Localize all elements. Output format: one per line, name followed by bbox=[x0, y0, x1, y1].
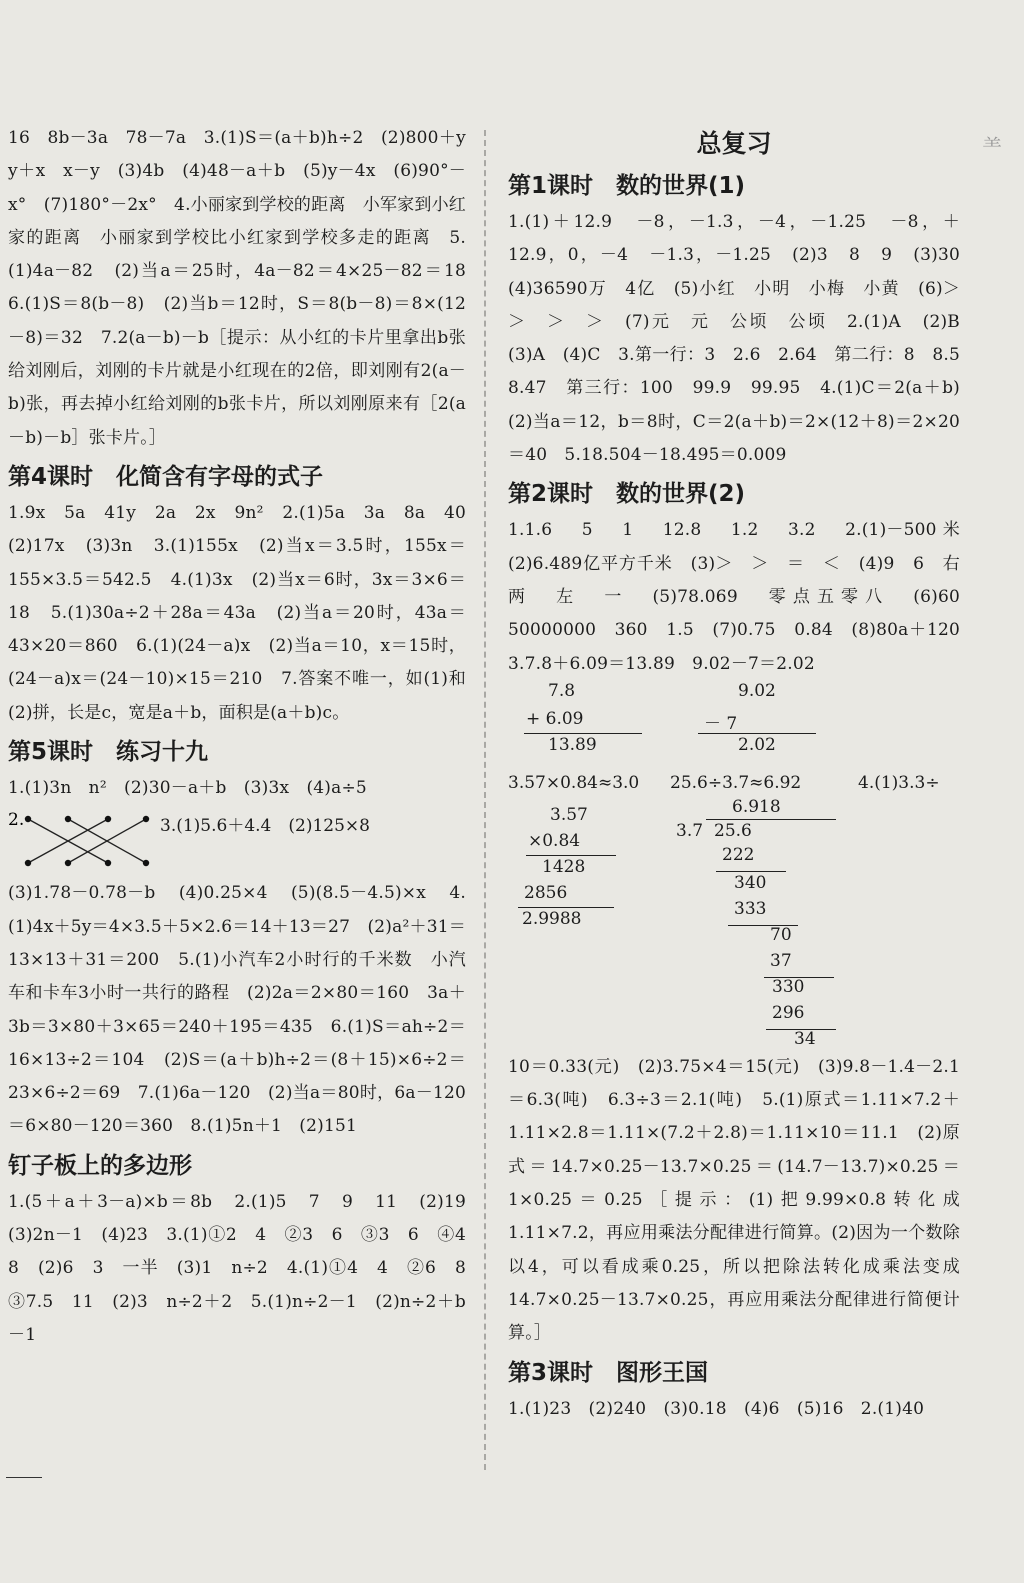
match-dot bbox=[65, 816, 71, 822]
div-dividend: 25.6 bbox=[714, 820, 752, 841]
div-quotient: 6.918 bbox=[732, 796, 781, 817]
answer-paragraph: 1.(1)23 (2)240 (3)0.18 (4)6 (5)16 2.(1)40 bbox=[508, 1398, 925, 1419]
div-step: 296 bbox=[772, 1002, 805, 1023]
match-dot bbox=[25, 816, 31, 822]
div-step: 34 bbox=[794, 1028, 816, 1049]
matching-diagram bbox=[8, 805, 158, 877]
match-dot bbox=[65, 860, 71, 866]
sub-top: 9.02 bbox=[738, 680, 776, 701]
add-result: 13.89 bbox=[548, 734, 597, 755]
mul-rule-2 bbox=[518, 907, 614, 908]
section-heading: 钉子板上的多边形 bbox=[8, 1152, 192, 1179]
next-question: 4.(1)3.3÷ bbox=[858, 772, 940, 793]
section-heading: 第2课时 数的世界(2) bbox=[508, 481, 746, 508]
vertical-calculations bbox=[508, 681, 960, 1051]
answer-paragraph: 16 8b－3a 78－7a 3.(1)S＝(a＋b)h÷2 (2)800＋y y＋x x－y (3)4b (4)48－a＋b (5)y－4x (6)90°－x° (7)180°－2x° 4.小丽家到学校的距离 小军家到小红家的距离 小丽家到学校比小红家到学校多走的距离 5.(1)4a－82 (2)当a＝25时，4a－82＝4×25－82＝18 6.(1)S＝8(b－8) (2)当b＝12时，S＝8(b－8)＝8×(12－8)＝32 7.2(a－b)－b［提示：从小红的卡片里拿出b张给刘刚后，刘刚的卡片就是小红现在的2倍，即刘刚有2(a－b)张，再去掉小红给刘刚的b张卡片，所以刘刚原来有［2(a－b)－b］张卡片。］ bbox=[8, 128, 484, 448]
mul-second: ×0.84 bbox=[528, 830, 581, 851]
sub-second: － 7 bbox=[704, 713, 738, 734]
div-bar bbox=[706, 819, 836, 820]
mul-partial-1: 1428 bbox=[542, 856, 586, 877]
mul-equation: 3.57×0.84≈3.0 bbox=[508, 772, 640, 793]
answer-paragraph: 1.9x 5a 41y 2a 2x 9n² 2.(1)5a 3a 8a 40 (2)17x (3)3n 3.(1)155x (2)当x＝3.5时，155x＝155×3.5＝542.5 4.(1)3x (2)当x＝6时，3x＝3×6＝18 5.(1)30a÷2＋28a＝43a (2)当a＝20时，43a＝43×20＝860 6.(1)(24－a)x (2)当a＝10，x＝15时，(24－a)x＝(24－10)×15＝210 7.答案不唯一，如(1)和(2)拼，长是c，宽是a＋b，面积是(a＋b)c。 bbox=[8, 502, 484, 723]
answer-paragraph: (3)1.78－0.78－b (4)0.25×4 (5)(8.5－4.5)×x 4.(1)4x＋5y＝4×3.5＋5×2.6＝14＋13＝27 (2)a²＋31＝13×13＋31＝200 5.(1)小汽车2小时行的千米数 小汽车和卡车3小时一共行的路程 (2)2a＝2×80＝160 3a＋3b＝3×80＋3×65＝240＋195＝435 6.(1)S＝ah÷2＝16×13÷2＝104 (2)S＝(a＋b)h÷2＝(8＋15)×6÷2＝23×6÷2＝69 7.(1)6a－120 (2)当a＝80时，6a－120＝6×80－120＝360 8.(1)5n＋1 (2)151 bbox=[8, 883, 466, 1137]
div-step: 330 bbox=[772, 976, 805, 997]
div-step: 222 bbox=[722, 844, 755, 865]
mul-result: 2.9988 bbox=[522, 908, 582, 929]
mul-rule-1 bbox=[526, 855, 616, 856]
div-step: 333 bbox=[734, 898, 767, 919]
section-heading: 第1课时 数的世界(1) bbox=[508, 173, 746, 199]
add-rule bbox=[524, 733, 642, 734]
section-heading: 第5课时 练习十九 bbox=[8, 739, 209, 766]
section-heading: 第3课时 图形王国 bbox=[508, 1359, 709, 1386]
match-dot bbox=[143, 860, 149, 866]
match-dot bbox=[25, 860, 31, 866]
answer-paragraph: 10＝0.33(元) (2)3.75×4＝15(元) (3)9.8－1.4－2.1＝6.3(吨) 6.3÷3＝2.1(吨) 5.(1)原式＝1.11×7.2＋1.11×2.8＝1.11×(7.2＋2.8)＝1.11×10＝11.1 (2)原式＝14.7×0.25－13.7×0.25＝(14.7－13.7)×0.25＝1×0.25＝0.25［提示：(1)把9.99×0.8转化成1.11×7.2，再应用乘法分配律进行简算。(2)因为一个数除以4，可以看成乘0.25，所以把除法转化成乘法变成14.7×0.25－13.7×0.25，再应用乘法分配律进行简便计算。］ bbox=[508, 1056, 960, 1344]
add-second: + 6.09 bbox=[526, 708, 584, 729]
corner-mark: ⺷ bbox=[982, 134, 1002, 158]
div-step: 340 bbox=[734, 872, 767, 893]
div-step: 70 bbox=[770, 924, 792, 945]
div-step-rule bbox=[716, 871, 786, 872]
match-dot bbox=[143, 816, 149, 822]
answer-paragraph: 1.1.6 5 1 12.8 1.2 3.2 2.(1)－500米 (2)6.489亿平方千米 (3)＞ ＞ ＝ ＜ (4)9 6 右 两 左 一 (5)78.069 零点五零八 (6)60 50000000 360 1.5 (7)0.75 0.84 (8)80a＋120 3.7.8＋6.09＝13.89 9.02－7＝2.02 bbox=[508, 520, 978, 674]
sub-rule bbox=[698, 733, 816, 734]
match-dot bbox=[105, 860, 111, 866]
sub-result: 2.02 bbox=[738, 734, 776, 755]
div-divisor: 3.7 bbox=[676, 820, 704, 841]
left-column bbox=[8, 122, 484, 1352]
page-title: 总复习 bbox=[696, 129, 772, 158]
add-top: 7.8 bbox=[548, 680, 576, 701]
div-step: 37 bbox=[770, 950, 792, 971]
section-heading: 第4课时 化简含有字母的式子 bbox=[8, 463, 324, 490]
right-column bbox=[508, 122, 978, 1426]
answer-paragraph: 1.(1)3n n² (2)30－a＋b (3)3x (4)a÷5 bbox=[8, 778, 367, 799]
answer-paragraph: 1.(5＋a＋3－a)×b＝8b 2.(1)5 7 9 11 (2)19 (3)2n－1 (4)23 3.(1)①2 4 ②3 6 ③3 6 ④4 8 (2)6 3 一半 (3)1 n÷2 4.(1)①4 4 ②6 8 ③7.5 11 (2)3 n÷2＋2 5.(1)n÷2－1 (2)n÷2＋b－1 bbox=[8, 1191, 484, 1345]
item-label: 2. bbox=[8, 810, 25, 831]
mul-top: 3.57 bbox=[550, 804, 588, 825]
answer-paragraph: 1.(1)＋12.9 －8，－1.3，－4，－1.25 －8，＋12.9，0，－4 －1.3，－1.25 (2)3 8 9 (3)30 (4)36590万 4亿 (5)小红 小明 小梅 小黄 (6)＞ ＞ ＞ ＞ (7)元 元 公顷 公顷 2.(1)A (2)B (3)A (4)C 3.第一行：3 2.6 2.64 第二行：8 8.5 8.47 第三行：100 99.9 99.95 4.(1)C＝2(a＋b) (2)当a＝12，b＝8时，C＝2(a＋b)＝2×(12＋8)＝2×20＝40 5.18.504－18.495＝0.009 bbox=[508, 212, 978, 466]
match-dot bbox=[105, 816, 111, 822]
item-text: 3.(1)5.6＋4.4 (2)125×8 bbox=[160, 816, 370, 837]
footer-line bbox=[6, 1477, 42, 1478]
column-divider bbox=[484, 130, 486, 1470]
pegboard-figure bbox=[8, 805, 466, 877]
div-equation: 25.6÷3.7≈6.92 bbox=[670, 772, 802, 793]
mul-partial-2: 2856 bbox=[524, 882, 568, 903]
